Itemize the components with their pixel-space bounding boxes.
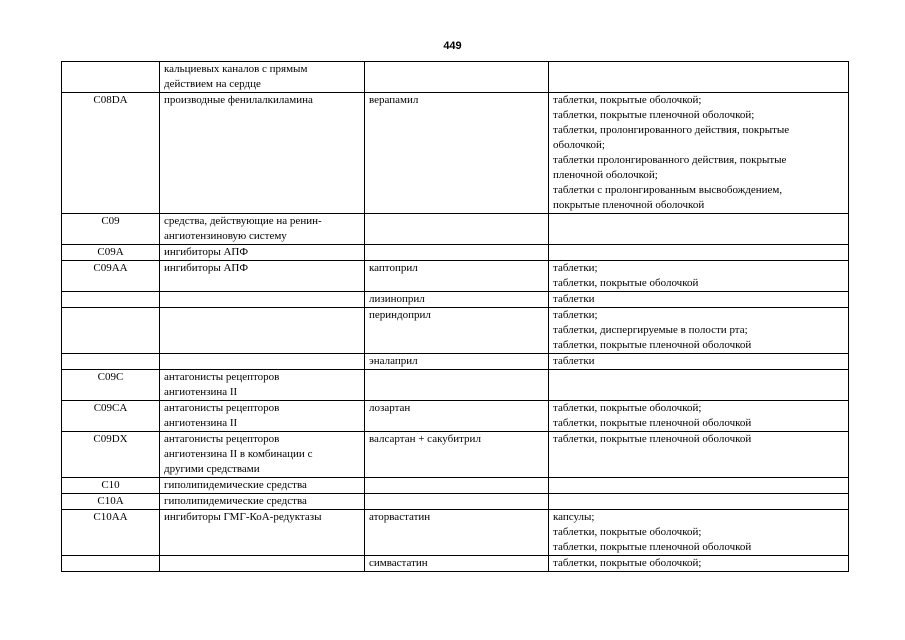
pharmacological-group-cell xyxy=(160,214,365,245)
table-row xyxy=(62,308,849,354)
table-row xyxy=(62,62,849,93)
dosage-forms-cell xyxy=(549,494,849,510)
drug-name-cell xyxy=(365,370,549,401)
pharmacological-group-cell xyxy=(160,478,365,494)
atc-code-cell: C09AA xyxy=(62,261,160,292)
pharmacological-group-line: антагонисты рецепторов xyxy=(164,433,280,445)
table-row xyxy=(62,370,849,401)
pharmacological-group-line: ангиотензина II xyxy=(164,417,238,429)
drug-name-cell xyxy=(365,494,549,510)
atc-code-cell: C08DA xyxy=(62,93,160,214)
table-row xyxy=(62,245,849,261)
atc-code-cell: C09A xyxy=(62,245,160,261)
pharmacological-group-cell xyxy=(160,370,365,401)
drug-name-cell xyxy=(365,556,549,572)
dosage-forms-line: таблетки пролонгированного действия, покрытые xyxy=(553,154,787,166)
pharmacological-group-line: производные фенилалкиламина xyxy=(164,94,313,106)
pharmacological-group-cell xyxy=(160,556,365,572)
pharmacological-group-line: гиполипидемические средства xyxy=(164,495,307,507)
dosage-forms-line: пленочной оболочкой; xyxy=(553,169,658,181)
atc-code-cell xyxy=(62,354,160,370)
dosage-forms-cell xyxy=(549,308,849,354)
pharmacological-group-line: ангиотензина II xyxy=(164,386,238,398)
dosage-forms-line: таблетки с пролонгированным высвобождением, xyxy=(553,184,783,196)
pharmacological-group-line: ангиотензиновую систему xyxy=(164,230,287,242)
atc-code-cell xyxy=(62,556,160,572)
table-row xyxy=(62,93,849,214)
atc-code-cell: C10A xyxy=(62,494,160,510)
pharmacological-group-line: кальциевых каналов с прямым xyxy=(164,63,308,75)
drug-name-cell xyxy=(365,62,549,93)
drug-name-line: эналаприл xyxy=(369,355,418,367)
table-row xyxy=(62,354,849,370)
pharmacological-group-line: ангиотензина II в комбинации с xyxy=(164,448,313,460)
atc-code-cell xyxy=(62,308,160,354)
dosage-forms-line: капсулы; xyxy=(553,511,595,523)
drug-name-line: верапамил xyxy=(369,94,419,106)
pharmacological-group-cell xyxy=(160,401,365,432)
pharmacological-group-line: ингибиторы АПФ xyxy=(164,246,249,258)
atc-code-cell: C10AA xyxy=(62,510,160,556)
pharmacological-group-cell xyxy=(160,510,365,556)
dosage-forms-line: таблетки, покрытые оболочкой; xyxy=(553,402,702,414)
dosage-forms-line: таблетки, покрытые пленочной оболочкой; xyxy=(553,109,755,121)
dosage-forms-cell xyxy=(549,93,849,214)
pharmacological-group-line: антагонисты рецепторов xyxy=(164,371,280,383)
dosage-forms-cell xyxy=(549,62,849,93)
dosage-forms-cell xyxy=(549,478,849,494)
pharmacological-group-line: средства, действующие на ренин- xyxy=(164,215,322,227)
pharmacological-group-cell xyxy=(160,432,365,478)
pharmacological-group-cell xyxy=(160,245,365,261)
table-row xyxy=(62,214,849,245)
drug-name-line: каптоприл xyxy=(369,262,418,274)
dosage-forms-cell xyxy=(549,245,849,261)
dosage-forms-cell xyxy=(549,214,849,245)
dosage-forms-cell xyxy=(549,261,849,292)
atc-code-cell: C09 xyxy=(62,214,160,245)
page-number: 449 xyxy=(443,40,462,52)
drug-name-cell xyxy=(365,93,549,214)
pharmacological-group-line: антагонисты рецепторов xyxy=(164,402,280,414)
drug-name-line: аторвастатин xyxy=(369,511,431,523)
dosage-forms-cell xyxy=(549,370,849,401)
table-row xyxy=(62,401,849,432)
dosage-forms-line: покрытые пленочной оболочкой xyxy=(553,199,705,211)
dosage-forms-line: таблетки, пролонгированного действия, покрытые xyxy=(553,124,790,136)
dosage-forms-line: таблетки, покрытые пленочной оболочкой xyxy=(553,541,752,553)
atc-code-cell: C09DX xyxy=(62,432,160,478)
pharmacological-group-cell xyxy=(160,292,365,308)
dosage-forms-line: таблетки, покрытые оболочкой; xyxy=(553,557,702,569)
dosage-forms-line: таблетки, покрытые оболочкой xyxy=(553,277,699,289)
pharmacological-group-line: действием на сердце xyxy=(164,78,261,90)
dosage-forms-line: таблетки, покрытые оболочкой; xyxy=(553,526,702,538)
drug-name-line: лозартан xyxy=(369,402,411,414)
drug-name-cell xyxy=(365,261,549,292)
dosage-forms-line: таблетки; xyxy=(553,309,598,321)
table-row xyxy=(62,494,849,510)
pharmacological-group-cell xyxy=(160,354,365,370)
drug-name-line: лизиноприл xyxy=(369,293,425,305)
pharmacological-group-cell xyxy=(160,62,365,93)
atc-code-cell: C09C xyxy=(62,370,160,401)
pharmacological-group-line: другими средствами xyxy=(164,463,260,475)
drug-name-line: валсартан + сакубитрил xyxy=(369,433,481,445)
atc-code-cell xyxy=(62,62,160,93)
table-row xyxy=(62,556,849,572)
drug-name-cell xyxy=(365,292,549,308)
dosage-forms-cell xyxy=(549,401,849,432)
pharmacological-group-line: гиполипидемические средства xyxy=(164,479,307,491)
dosage-forms-cell xyxy=(549,556,849,572)
pharmacological-group-cell xyxy=(160,308,365,354)
table-row xyxy=(62,261,849,292)
atc-code-cell: C10 xyxy=(62,478,160,494)
atc-code-cell xyxy=(62,292,160,308)
dosage-forms-line: таблетки, покрытые пленочной оболочкой xyxy=(553,339,752,351)
pharmacological-group-cell xyxy=(160,93,365,214)
table-row xyxy=(62,478,849,494)
pharmacological-group-line: ингибиторы ГМГ-КоА-редуктазы xyxy=(164,511,322,523)
drug-name-cell xyxy=(365,245,549,261)
dosage-forms-cell xyxy=(549,354,849,370)
drug-name-cell xyxy=(365,214,549,245)
dosage-forms-line: оболочкой; xyxy=(553,139,605,151)
dosage-forms-line: таблетки, покрытые пленочной оболочкой xyxy=(553,417,752,429)
drug-name-cell xyxy=(365,510,549,556)
drug-name-cell xyxy=(365,308,549,354)
drug-name-cell xyxy=(365,401,549,432)
drug-classification-table xyxy=(61,61,849,572)
pharmacological-group-line: ингибиторы АПФ xyxy=(164,262,249,274)
table-body xyxy=(62,62,849,572)
drug-name-line: периндоприл xyxy=(369,309,431,321)
pharmacological-group-cell xyxy=(160,494,365,510)
table-row xyxy=(62,510,849,556)
drug-name-line: симвастатин xyxy=(369,557,428,569)
drug-name-cell xyxy=(365,478,549,494)
pharmacological-group-cell xyxy=(160,261,365,292)
dosage-forms-line: таблетки; xyxy=(553,262,598,274)
dosage-forms-cell xyxy=(549,510,849,556)
dosage-forms-line: таблетки xyxy=(553,355,595,367)
dosage-forms-line: таблетки, покрытые пленочной оболочкой xyxy=(553,433,752,445)
dosage-forms-line: таблетки, покрытые оболочкой; xyxy=(553,94,702,106)
drug-name-cell xyxy=(365,432,549,478)
dosage-forms-line: таблетки, диспергируемые в полости рта; xyxy=(553,324,748,336)
table-row xyxy=(62,292,849,308)
drug-name-cell xyxy=(365,354,549,370)
dosage-forms-cell xyxy=(549,292,849,308)
table-row xyxy=(62,432,849,478)
atc-code-cell: C09CA xyxy=(62,401,160,432)
dosage-forms-cell xyxy=(549,432,849,478)
dosage-forms-line: таблетки xyxy=(553,293,595,305)
